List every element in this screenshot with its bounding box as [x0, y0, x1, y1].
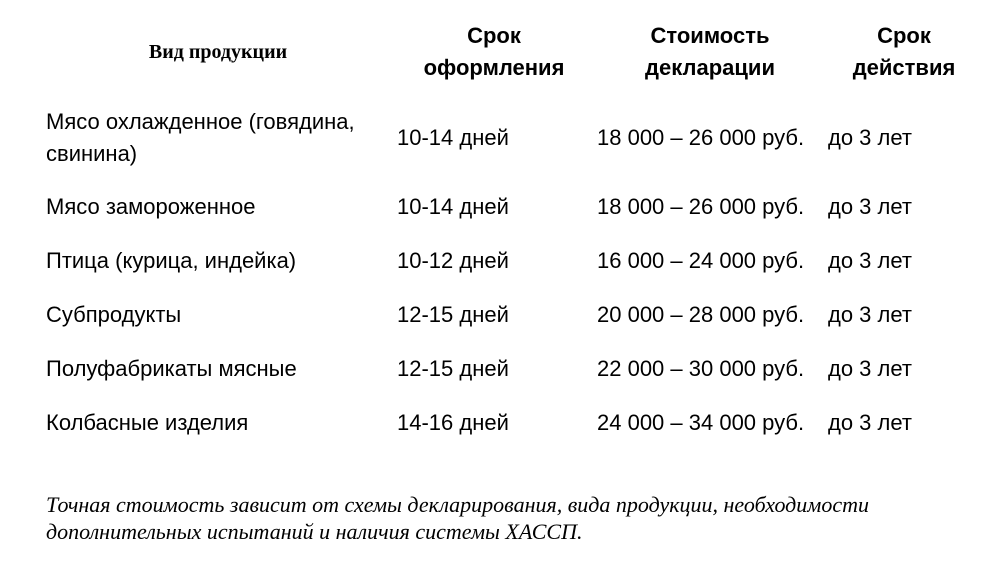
row-4-cost: 20 000 – 28 000 руб. — [597, 302, 805, 327]
row-6-cost: 24 000 – 34 000 руб. — [597, 410, 805, 435]
row-2-term: 10-14 дней — [397, 194, 509, 219]
header-term: Срок оформления — [423, 23, 565, 80]
row-2-product: Мясо замороженное — [46, 194, 256, 219]
row-2-cost: 18 000 – 26 000 руб. — [597, 194, 805, 219]
row-5-validity: до 3 лет — [828, 356, 912, 381]
row-4-term: 12-15 дней — [397, 302, 509, 327]
row-1-product: Мясо охлажденное (говядина, свинина) — [46, 109, 355, 166]
row-1-cost: 18 000 – 26 000 руб. — [597, 125, 805, 150]
row-3-validity: до 3 лет — [828, 248, 912, 273]
row-6-validity: до 3 лет — [828, 410, 912, 435]
header-validity: Срок действия — [852, 23, 956, 80]
row-5-term: 12-15 дней — [397, 356, 509, 381]
row-6-term: 14-16 дней — [397, 410, 509, 435]
row-4-validity: до 3 лет — [828, 302, 912, 327]
pricing-note: Точная стоимость зависит от схемы декларирования, вида продукции, необходимости дополнительных испытаний и наличия системы ХАССП. — [46, 492, 869, 544]
row-4-product: Субпродукты — [46, 302, 182, 327]
row-1-term: 10-14 дней — [397, 125, 509, 150]
header-cost: Стоимость декларации — [645, 23, 775, 80]
row-2-validity: до 3 лет — [828, 194, 912, 219]
row-3-product: Птица (курица, индейка) — [46, 248, 297, 273]
row-3-cost: 16 000 – 24 000 руб. — [597, 248, 805, 273]
cropped-text-line — [235, 0, 485, 4]
header-product: Вид продукции — [148, 41, 288, 63]
row-6-product: Колбасные изделия — [46, 410, 249, 435]
row-3-term: 10-12 дней — [397, 248, 509, 273]
row-5-cost: 22 000 – 30 000 руб. — [597, 356, 805, 381]
row-1-validity: до 3 лет — [828, 125, 912, 150]
row-5-product: Полуфабрикаты мясные — [46, 356, 297, 381]
